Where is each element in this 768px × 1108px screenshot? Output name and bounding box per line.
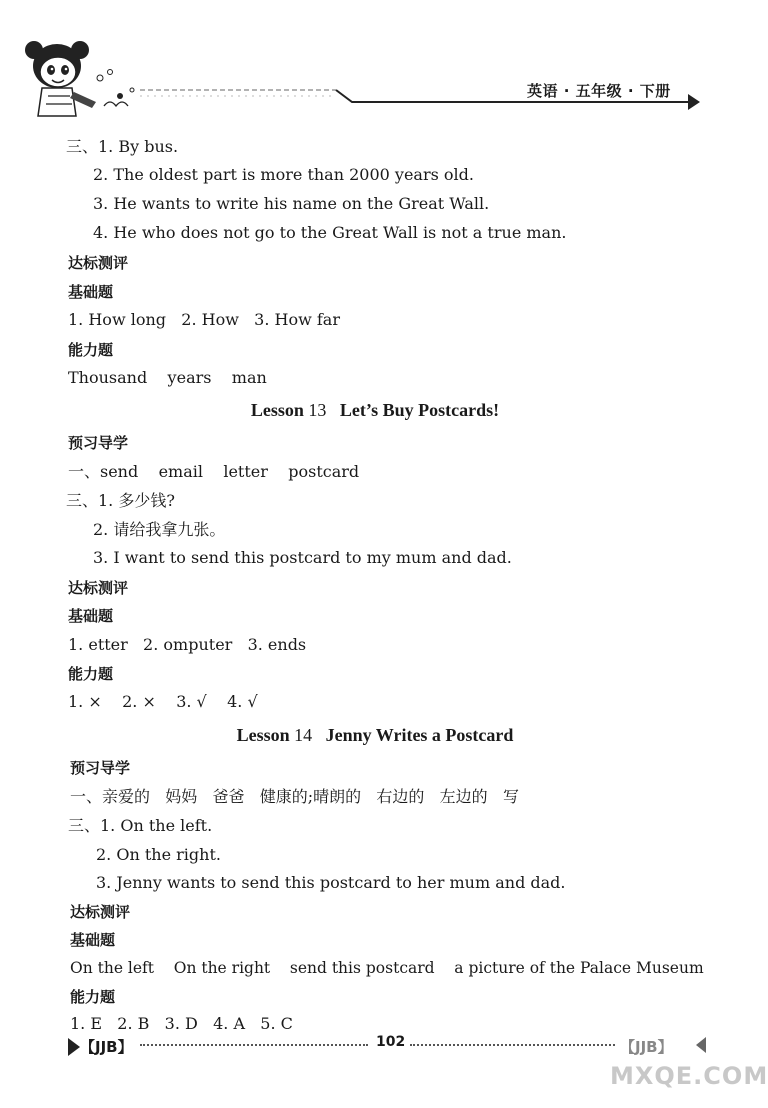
left-arrow-icon (68, 1038, 80, 1056)
page-number: 102 (376, 1034, 406, 1050)
lesson-name: Let’s Buy Postcards! (339, 400, 500, 420)
answer-line: Thousand years man (68, 368, 267, 387)
answer-line: 3. He wants to write his name on the Great Wall. (93, 194, 490, 213)
answer-line: 一、send email letter postcard (68, 462, 360, 481)
answer-line: 4. He who does not go to the Great Wall is not a true man. (93, 223, 567, 242)
lesson-title (0, 724, 750, 746)
answer-line: On the left On the right send this postcard a picture of the Palace Museum (70, 959, 704, 977)
answer-line: 三、1. 多少钱? (66, 491, 175, 510)
section-heading: 预习导学 (70, 759, 131, 777)
book-title: 英语 · 五年级 · 下册 (527, 82, 671, 100)
answer-line: 1. × 2. × 3. √ 4. √ (68, 692, 258, 711)
lesson-label: Lesson (236, 725, 290, 745)
answer-line: 3. I want to send this postcard to my mum and dad. (93, 548, 512, 567)
section-heading: 达标测评 (68, 254, 129, 272)
section-heading: 能力题 (70, 988, 116, 1006)
watermark: MXQE.COM (610, 1062, 768, 1090)
answer-line: 1. How long 2. How 3. How far (68, 310, 340, 329)
footer-label-right: 【JJB】 (620, 1038, 673, 1056)
lesson-label: Lesson (250, 400, 304, 420)
answer-line: 三、1. On the left. (68, 816, 213, 835)
lesson-title (0, 399, 750, 421)
section-heading: 基础题 (68, 283, 114, 301)
section-heading: 预习导学 (68, 434, 129, 452)
footer-dots-left (140, 1044, 368, 1046)
section-heading: 达标测评 (68, 579, 129, 597)
answer-line: 3. Jenny wants to send this postcard to her mum and dad. (96, 873, 566, 892)
lesson-name: Jenny Writes a Postcard (325, 725, 514, 745)
lesson-number: 13 (308, 400, 327, 420)
answer-line: 三、1. By bus. (66, 137, 179, 156)
footer-dots-right (410, 1044, 615, 1046)
answer-line: 2. The oldest part is more than 2000 years old. (93, 165, 474, 184)
section-heading: 能力题 (68, 341, 114, 359)
right-arrow-icon (696, 1037, 706, 1053)
section-heading: 达标测评 (70, 903, 131, 921)
answer-line: 1. etter 2. omputer 3. ends (68, 635, 307, 654)
answer-line: 一、亲爱的 妈妈 爸爸 健康的;晴朗的 右边的 左边的 写 (70, 787, 519, 806)
answer-line: 2. On the right. (96, 845, 221, 864)
answer-line: 1. E 2. B 3. D 4. A 5. C (70, 1014, 293, 1033)
section-heading: 基础题 (68, 607, 114, 625)
footer-label-left: 【JJB】 (80, 1038, 133, 1056)
section-heading: 基础题 (70, 931, 116, 949)
section-heading: 能力题 (68, 665, 114, 683)
lesson-number: 14 (294, 725, 313, 745)
answer-line: 2. 请给我拿九张。 (93, 520, 226, 539)
